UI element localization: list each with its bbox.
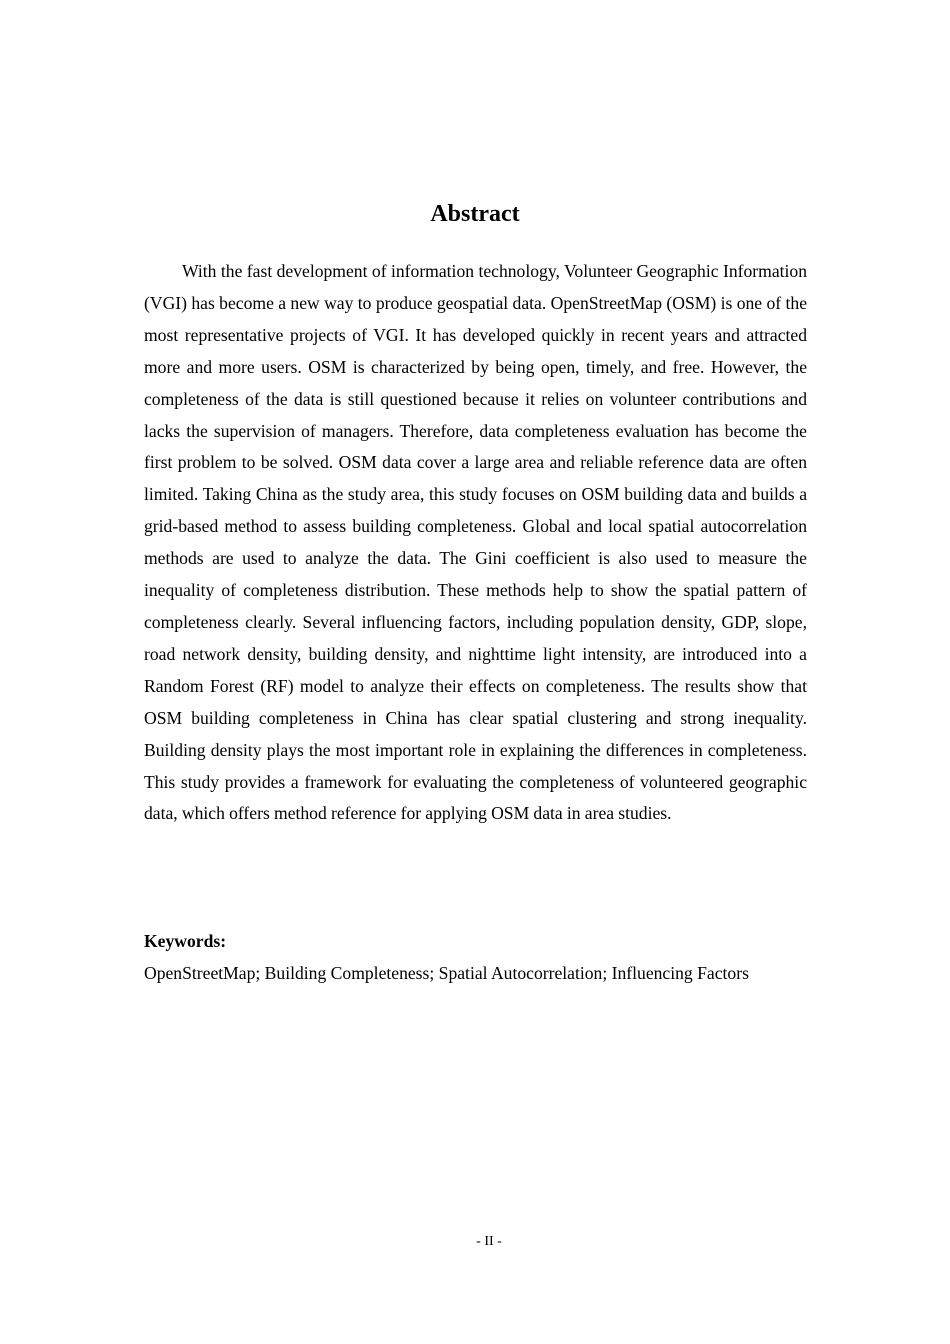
keywords-text: OpenStreetMap; Building Completeness; Spatial Autocorrelation; Influencing Factors [144, 963, 749, 983]
keywords-label: Keywords: [144, 931, 227, 951]
page-number: - II - [476, 1234, 502, 1249]
abstract-title: Abstract [430, 201, 520, 227]
abstract-body: With the fast development of information technology, Volunteer Geographic Information (VGI) has become a new way to produce geospatial data. OpenStreetMap (OSM) is one of the most representative projects of VGI. It has developed quickly in recent years and attracted more and more users. OSM is characterized by being open, timely, and free. However, the completeness of the data is still questioned because it relies on volunteer contributions and lacks the supervision of managers. Therefore, data completeness evaluation has become the first problem to be solved. OSM data cover a large area and reliable reference data are often limited. Taking China as the study area, this study focuses on OSM building data and builds a grid-based method to assess building completeness. Global and local spatial autocorrelation methods are used to analyze the data. The Gini coefficient is also used to measure the inequality of completeness distribution. These methods help to show the spatial pattern of completeness clearly. Several influencing factors, including population density, GDP, slope, road network density, building density, and nighttime light intensity, are introduced into a Random Forest (RF) model to analyze their effects on completeness. The results show that OSM building completeness in China has clear spatial clustering and strong inequality. Building density plays the most important role in explaining the differences in completeness. This study provides a framework for evaluating the completeness of volunteered geographic data, which offers method reference for applying OSM data in area studies. [144, 261, 807, 824]
